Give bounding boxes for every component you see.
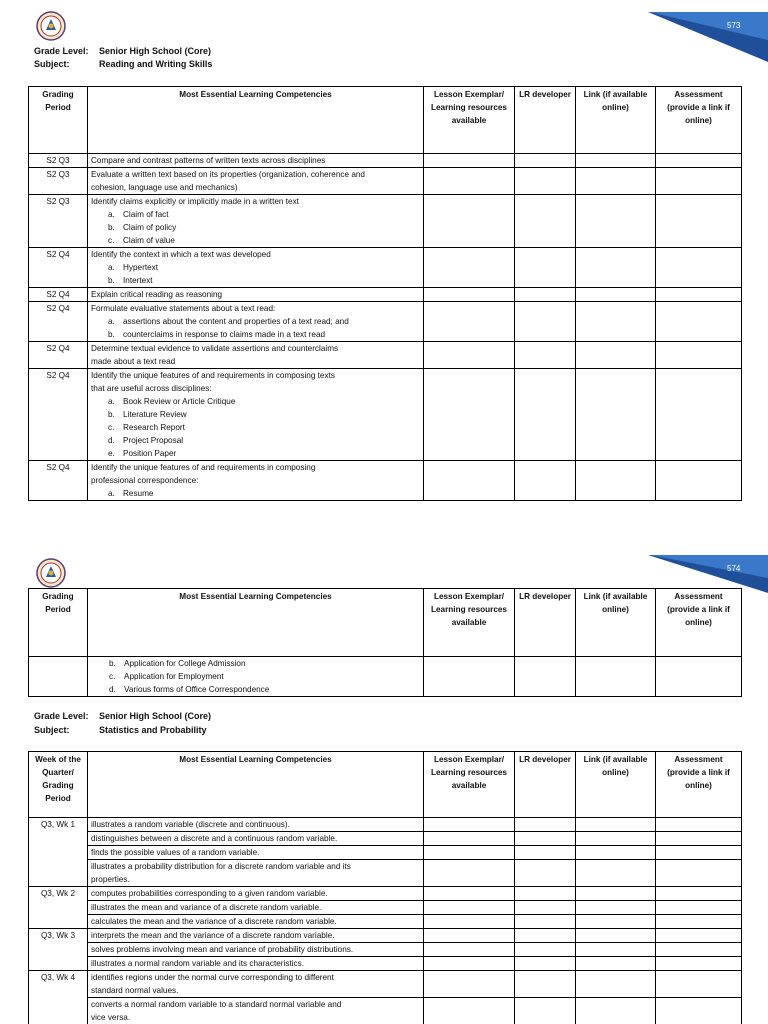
- grade-level-label: Grade Level:: [34, 46, 89, 56]
- table-row: [29, 860, 742, 887]
- sub-item-text: Hypertext: [123, 263, 159, 272]
- assessment-cell: [656, 288, 742, 302]
- lr-cell: [515, 832, 576, 846]
- header-assessment: Assessment (provide a link if online): [656, 589, 742, 657]
- period-cell: S2 Q4: [29, 302, 88, 342]
- sub-item: [91, 221, 420, 234]
- competency-cell: [88, 818, 424, 832]
- lr-cell: [515, 461, 576, 501]
- sub-item-text: Application for Employment: [124, 672, 224, 681]
- sub-item-marker: a.: [108, 317, 115, 326]
- sub-item-marker: c.: [108, 423, 115, 432]
- competency-text: interprets the mean and the variance of a discrete random variable.: [91, 931, 335, 940]
- competency-cell: [88, 915, 424, 929]
- lr-cell: [515, 154, 576, 168]
- competency-cell: [88, 957, 424, 971]
- deped-seal-icon: [36, 11, 66, 41]
- lr-cell: [515, 943, 576, 957]
- competency-cell: [88, 195, 424, 248]
- competency-cell: [88, 929, 424, 943]
- competency-cell: [88, 154, 424, 168]
- competency-cell: [88, 846, 424, 860]
- competency-text: distinguishes between a discrete and a continuous random variable.: [91, 834, 338, 843]
- lesson-cell: [424, 943, 515, 957]
- table-row: [29, 342, 742, 369]
- link-cell: [576, 461, 656, 501]
- lesson-cell: [424, 369, 515, 461]
- assessment-cell: [656, 846, 742, 860]
- competency-text: Compare and contrast patterns of written texts across disciplines: [91, 156, 326, 165]
- sub-item-marker: d.: [108, 436, 115, 445]
- assessment-cell: [656, 342, 742, 369]
- link-cell: [576, 195, 656, 248]
- link-cell: [576, 929, 656, 943]
- subject-value: Statistics and Probability: [99, 725, 207, 735]
- period-cell: [29, 657, 88, 697]
- subject-value: Reading and Writing Skills: [99, 59, 213, 69]
- subject-line: [34, 58, 212, 71]
- table-row: [29, 957, 742, 971]
- sub-item-text: Resume: [123, 489, 154, 498]
- assessment-cell: [656, 915, 742, 929]
- competency-text: converts a normal random variable to a standard normal variable and: [91, 1000, 342, 1009]
- lr-cell: [515, 901, 576, 915]
- sub-item: [91, 234, 420, 247]
- sub-item: [91, 315, 420, 328]
- link-cell: [576, 154, 656, 168]
- subject-line: [34, 724, 207, 737]
- table-row: [29, 302, 742, 342]
- week-cell: Q3, Wk 2: [29, 887, 88, 929]
- sub-item-text: counterclaims in response to claims made in a text read: [123, 330, 326, 339]
- table-row: [29, 846, 742, 860]
- lesson-cell: [424, 860, 515, 887]
- link-cell: [576, 957, 656, 971]
- grade-level-label: Grade Level:: [34, 711, 89, 721]
- competency-text: vice versa.: [91, 1013, 131, 1022]
- table-row: [29, 943, 742, 957]
- sub-item: [91, 274, 420, 287]
- competency-cell: [88, 342, 424, 369]
- lesson-cell: [424, 168, 515, 195]
- competency-text: solves problems involving mean and variance of probability distributions.: [91, 945, 354, 954]
- period-cell: S2 Q4: [29, 461, 88, 501]
- lesson-cell: [424, 461, 515, 501]
- competency-text: illustrates a random variable (discrete and continuous).: [91, 820, 290, 829]
- lr-cell: [515, 998, 576, 1024]
- lr-cell: [515, 929, 576, 943]
- sub-item: [91, 447, 420, 460]
- link-cell: [576, 288, 656, 302]
- competency-text: computes probabilities corresponding to a given random variable.: [91, 889, 328, 898]
- lr-cell: [515, 168, 576, 195]
- sub-item-marker: e.: [108, 449, 115, 458]
- competency-cell: [88, 832, 424, 846]
- table-row: [29, 168, 742, 195]
- period-cell: S2 Q4: [29, 342, 88, 369]
- link-cell: [576, 887, 656, 901]
- lesson-cell: [424, 901, 515, 915]
- sub-item-marker: a.: [108, 397, 115, 406]
- competency-cell: [88, 369, 424, 461]
- sub-item-text: Intertext: [123, 276, 153, 285]
- sub-item: [91, 395, 420, 408]
- sub-item: [91, 421, 420, 434]
- header-grading-period: Grading Period: [29, 589, 88, 657]
- competency-cell: [88, 288, 424, 302]
- lr-cell: [515, 971, 576, 998]
- sub-item-marker: d.: [109, 685, 116, 694]
- competency-text: illustrates the mean and variance of a discrete random variable.: [91, 903, 322, 912]
- header-link: Link (if available online): [576, 87, 656, 154]
- competency-text: identifies regions under the normal curve corresponding to different: [91, 973, 334, 982]
- lr-cell: [515, 288, 576, 302]
- table-row: [29, 657, 742, 697]
- table-row: [29, 369, 742, 461]
- table-row: [29, 154, 742, 168]
- period-cell: S2 Q4: [29, 369, 88, 461]
- page-number: 573: [727, 21, 741, 30]
- lesson-cell: [424, 887, 515, 901]
- sub-item: [91, 657, 420, 670]
- competency-cell: [88, 657, 424, 697]
- link-cell: [576, 342, 656, 369]
- sub-item-marker: c.: [109, 672, 116, 681]
- competency-text: Identify the unique features of and requirements in composing: [91, 463, 316, 472]
- table-row: [29, 288, 742, 302]
- period-cell: S2 Q3: [29, 168, 88, 195]
- link-cell: [576, 248, 656, 288]
- competency-cell: [88, 248, 424, 288]
- header-melc: Most Essential Learning Competencies: [88, 87, 424, 154]
- page-corner-banner: [648, 548, 768, 593]
- competency-cell: [88, 860, 424, 887]
- sub-item-marker: b.: [108, 410, 115, 419]
- link-cell: [576, 818, 656, 832]
- competency-cell: [88, 168, 424, 195]
- assessment-cell: [656, 657, 742, 697]
- lr-cell: [515, 248, 576, 288]
- header-lr-developer: LR developer: [515, 752, 576, 818]
- lr-cell: [515, 846, 576, 860]
- lr-cell: [515, 915, 576, 929]
- competency-text: finds the possible values of a random variable.: [91, 848, 260, 857]
- period-cell: S2 Q4: [29, 248, 88, 288]
- week-cell: Q3, Wk 4: [29, 971, 88, 1024]
- sub-item-marker: b.: [108, 276, 115, 285]
- assessment-cell: [656, 168, 742, 195]
- sub-item-text: Claim of policy: [123, 223, 177, 232]
- sub-item-text: Various forms of Office Correspondence: [124, 685, 270, 694]
- sub-item-text: assertions about the content and properties of a text read; and: [123, 317, 349, 326]
- assessment-cell: [656, 818, 742, 832]
- competency-text: Identify the unique features of and requirements in composing texts: [91, 371, 335, 380]
- assessment-cell: [656, 154, 742, 168]
- sub-item: [91, 670, 420, 683]
- competency-cell: [88, 302, 424, 342]
- header-lesson-exemplar: Lesson Exemplar/ Learning resources available: [424, 87, 515, 154]
- lesson-cell: [424, 998, 515, 1024]
- link-cell: [576, 832, 656, 846]
- sub-item-marker: b.: [108, 223, 115, 232]
- competency-text: Evaluate a written text based on its properties (organization, coherence and: [91, 170, 365, 179]
- competency-text: Formulate evaluative statements about a text read:: [91, 304, 276, 313]
- sub-item-text: Claim of fact: [123, 210, 169, 219]
- header-grading-period: Grading Period: [29, 87, 88, 154]
- competency-text: illustrates a probability distribution for a discrete random variable and its: [91, 862, 351, 871]
- lesson-cell: [424, 846, 515, 860]
- header-lr-developer: LR developer: [515, 87, 576, 154]
- competency-text: Explain critical reading as reasoning: [91, 290, 223, 299]
- competency-cell: [88, 971, 424, 998]
- lr-cell: [515, 957, 576, 971]
- link-cell: [576, 915, 656, 929]
- header-link: Link (if available online): [576, 752, 656, 818]
- grade-level-value: Senior High School (Core): [99, 46, 212, 56]
- table-row: [29, 887, 742, 901]
- table-row: [29, 195, 742, 248]
- competency-text: cohesion, language use and mechanics): [91, 183, 238, 192]
- assessment-cell: [656, 461, 742, 501]
- lesson-cell: [424, 302, 515, 342]
- melc-table-reading-writing: [28, 86, 742, 501]
- link-cell: [576, 901, 656, 915]
- link-cell: [576, 168, 656, 195]
- competency-cell: [88, 998, 424, 1024]
- lesson-cell: [424, 832, 515, 846]
- sub-item: [91, 208, 420, 221]
- sub-item: [91, 683, 420, 696]
- melc-table-continuation: [28, 588, 742, 697]
- lesson-cell: [424, 248, 515, 288]
- table-row: [29, 901, 742, 915]
- subject-label: Subject:: [34, 59, 70, 69]
- lesson-cell: [424, 929, 515, 943]
- lr-cell: [515, 860, 576, 887]
- link-cell: [576, 302, 656, 342]
- table-row: [29, 818, 742, 832]
- subject-label: Subject:: [34, 725, 70, 735]
- assessment-cell: [656, 860, 742, 887]
- period-cell: S2 Q3: [29, 195, 88, 248]
- sub-item-marker: c.: [108, 236, 115, 245]
- sub-item-text: Application for College Admission: [124, 659, 246, 668]
- table-row: [29, 915, 742, 929]
- assessment-cell: [656, 302, 742, 342]
- lr-cell: [515, 369, 576, 461]
- assessment-cell: [656, 957, 742, 971]
- competency-text: Identify the context in which a text was developed: [91, 250, 271, 259]
- competency-text: made about a text read: [91, 357, 176, 366]
- competency-text: standard normal values.: [91, 986, 179, 995]
- lesson-cell: [424, 971, 515, 998]
- competency-text: professional correspondence:: [91, 476, 199, 485]
- assessment-cell: [656, 998, 742, 1024]
- lr-cell: [515, 657, 576, 697]
- sub-item: [91, 408, 420, 421]
- assessment-cell: [656, 195, 742, 248]
- grade-level-line: [34, 45, 211, 58]
- sub-item-text: Position Paper: [123, 449, 177, 458]
- lesson-cell: [424, 195, 515, 248]
- lr-cell: [515, 342, 576, 369]
- table-row: [29, 248, 742, 288]
- page-number: 574: [727, 564, 741, 573]
- table-row: [29, 971, 742, 998]
- sub-item: [91, 434, 420, 447]
- sub-item-text: Project Proposal: [123, 436, 184, 445]
- melc-table-statistics: [28, 751, 742, 1024]
- lesson-cell: [424, 342, 515, 369]
- lesson-cell: [424, 957, 515, 971]
- competency-text: Determine textual evidence to validate assertions and counterclaims: [91, 344, 339, 353]
- period-cell: S2 Q3: [29, 154, 88, 168]
- link-cell: [576, 657, 656, 697]
- header-link: Link (if available online): [576, 589, 656, 657]
- sub-item-text: Literature Review: [123, 410, 187, 419]
- table-row: [29, 832, 742, 846]
- lr-cell: [515, 302, 576, 342]
- table-row: [29, 929, 742, 943]
- period-cell: S2 Q4: [29, 288, 88, 302]
- assessment-cell: [656, 887, 742, 901]
- link-cell: [576, 943, 656, 957]
- lr-cell: [515, 887, 576, 901]
- week-cell: Q3, Wk 3: [29, 929, 88, 971]
- sub-item: [91, 328, 420, 341]
- link-cell: [576, 971, 656, 998]
- sub-item-marker: a.: [108, 263, 115, 272]
- assessment-cell: [656, 971, 742, 998]
- competency-text: properties.: [91, 875, 130, 884]
- sub-item-text: Book Review or Article Critique: [123, 397, 236, 406]
- grade-level-line: [34, 710, 211, 723]
- sub-item-marker: a.: [108, 489, 115, 498]
- assessment-cell: [656, 943, 742, 957]
- competency-cell: [88, 943, 424, 957]
- assessment-cell: [656, 832, 742, 846]
- lesson-cell: [424, 915, 515, 929]
- deped-seal-icon: [36, 558, 66, 588]
- sub-item-marker: b.: [109, 659, 116, 668]
- header-assessment: Assessment (provide a link if online): [656, 752, 742, 818]
- sub-item: [91, 487, 420, 500]
- link-cell: [576, 998, 656, 1024]
- week-cell: Q3, Wk 1: [29, 818, 88, 887]
- assessment-cell: [656, 929, 742, 943]
- link-cell: [576, 369, 656, 461]
- lr-cell: [515, 818, 576, 832]
- competency-text: that are useful across disciplines:: [91, 384, 212, 393]
- competency-text: calculates the mean and the variance of a discrete random variable.: [91, 917, 337, 926]
- assessment-cell: [656, 369, 742, 461]
- header-lr-developer: LR developer: [515, 589, 576, 657]
- sub-item-text: Research Report: [123, 423, 185, 432]
- lr-cell: [515, 195, 576, 248]
- page-574: [0, 548, 768, 1024]
- assessment-cell: [656, 248, 742, 288]
- sub-item-marker: a.: [108, 210, 115, 219]
- sub-item: [91, 261, 420, 274]
- header-melc: Most Essential Learning Competencies: [88, 589, 424, 657]
- header-assessment: Assessment (provide a link if online): [656, 87, 742, 154]
- link-cell: [576, 860, 656, 887]
- table-row: [29, 998, 742, 1024]
- header-lesson-exemplar: Lesson Exemplar/ Learning resources available: [424, 752, 515, 818]
- header-melc: Most Essential Learning Competencies: [88, 752, 424, 818]
- competency-cell: [88, 461, 424, 501]
- competency-text: Identify claims explicitly or implicitly made in a written text: [91, 197, 299, 206]
- lesson-cell: [424, 818, 515, 832]
- assessment-cell: [656, 901, 742, 915]
- competency-text: illustrates a normal random variable and its characteristics.: [91, 959, 304, 968]
- sub-item-marker: b.: [108, 330, 115, 339]
- grade-level-value: Senior High School (Core): [99, 711, 212, 721]
- table-row: [29, 461, 742, 501]
- lesson-cell: [424, 288, 515, 302]
- header-lesson-exemplar: Lesson Exemplar/ Learning resources available: [424, 589, 515, 657]
- competency-cell: [88, 901, 424, 915]
- competency-cell: [88, 887, 424, 901]
- lesson-cell: [424, 657, 515, 697]
- lesson-cell: [424, 154, 515, 168]
- sub-item-text: Claim of value: [123, 236, 175, 245]
- page-corner-banner: [648, 0, 768, 62]
- header-week: Week of the Quarter/ Grading Period: [29, 752, 88, 818]
- link-cell: [576, 846, 656, 860]
